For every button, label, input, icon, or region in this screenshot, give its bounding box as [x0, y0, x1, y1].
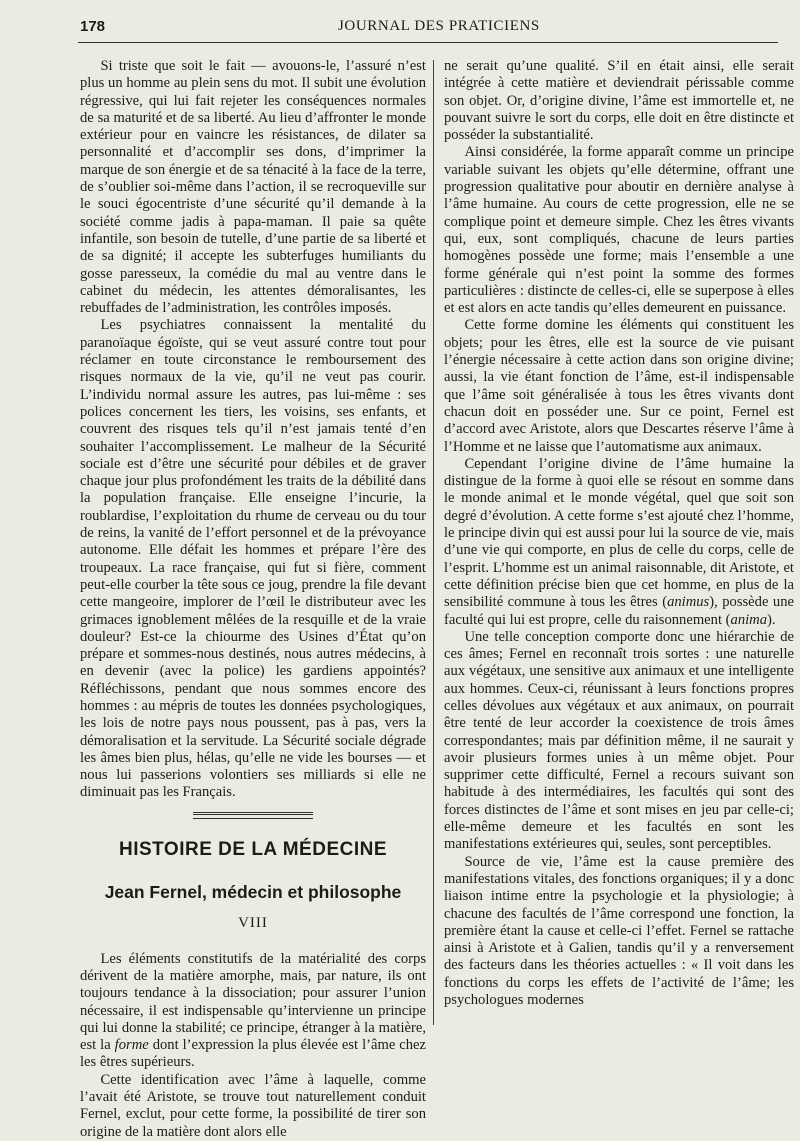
journal-title: JOURNAL DES PRATICIENS: [338, 18, 540, 34]
paragraph: ne serait qu’une qualité. S’il en était ainsi, elle serait intégrée à cette matière et deviendrait périssable comme son objet. Or, d’origine divine, l’âme est immortelle et, ne pouvant suivre le sort du corps, elle doit en être distincte et posséder la substantialité.: [444, 58, 794, 144]
article-number: VIII: [238, 915, 268, 932]
section-separator: [193, 812, 313, 819]
section-title: HISTOIRE DE LA MÉDECINE: [118, 838, 388, 860]
page-header: [80, 12, 780, 42]
left-column: [80, 58, 426, 1141]
paragraph: Une telle conception comporte donc une hiérarchie de ces âmes; Fernel en reconnaît trois sortes : une naturelle aux végétaux, une sensitive aux animaux et une intelligente aux hommes. Ceux-ci, réunissant à leurs fonctions propres celles dévolues aux végétaux et aux animaux, on pourrait être tenté de leur accorder la coexistence de trois âmes correspondantes; mais par définition même, il ne saurait y avoir plusieurs formes unies à un même objet. Pour supprimer cette difficulté, Fernel a recours suivant son habitude à des intermédiaires, les facultés qui sont des forces distinctes de l’âme et sont mises en jeu par celle-ci; elle-même demeure et les facultés en sont les manifestations extérieures qui, seules, sont perceptibles.: [444, 628, 794, 853]
paragraph: Cette forme domine les éléments qui constituent les objets; pour les êtres, elle est la source de vie puisant l’énergie nécessaire à cette action dans son origine divine; aussi, la vie étant fonction de l’âme, est-il indispensable que l’âme soit généralisée à tous les êtres vivants dont chacun doit en posséder une. Sur ce point, Fernel est d’accord avec Aristote, alors que Descartes réserve l’âme à l’Homme et ne laisse que l’automatisme aux animaux.: [444, 317, 794, 455]
paragraph: Source de vie, l’âme est la cause première des manifestations vitales, des fonctions organiques; il y a donc liaison intime entre la psychologie et la physiologie; à chacune des facultés de l’âme correspond une fonction, la première étant la cause et celle-ci l’effet. Fernel se rattache ainsi à Aristote et à Galien, tandis qu’il y a renversement des facteurs dans les théories actuelles : « Il voit dans les fonctions du corps les effets de l’activité de l’âme; les psychologues modernes: [444, 853, 794, 1009]
paragraph: Si triste que soit le fait — avouons-le, l’assuré n’est plus un homme au plein sens du mot. Il subit une évolution régressive, qui lui fait rejeter les conséquences normales de sa maturité et de sa liberté. Au lieu d’affronter le monde extérieur pour en vaincre les résistances, de dilater sa personnalité et d’accomplir ses dons, d’imprimer la marque de son énergie et de sa ténacité à la face de la terre, de s’oublier soi-même dans l’action, il se recroqueville sur le souci égocentriste d’une sécurité qu’il demande à la société comme jadis à papa-maman. Il paie sa quête infantile, son besoin de tutelle, d’une partie de sa liberté et de sa dignité; il accepte les subterfuges humiliants du gosse paresseux, la comédie du mal au ventre dans le cabinet du médecin, les attentes démoralisantes, les rebuffades de l’administration, les contrôles imposés.: [80, 58, 426, 317]
right-column: [444, 58, 794, 1009]
paragraph: Les psychiatres connaissent la mentalité du paranoïaque égoïste, qui se veut assuré contre tout pour réclamer en toute circonstance le remboursement des risques normaux de la vie, qu’il ne veut pas courir. L’individu normal assure les autres, pas lui-même : ses polices concernent les tiers, les voisins, ses enfants, et couvrent des risques tels qu’il n’est jamais tenté d’en souhaiter l’accomplissement. Le malheur de la Sécurité sociale est d’être une sécurité pour débiles et de graver chaque jour plus profondément les traits de la débilité dans la population française. Elle enseigne l’incurie, la roublardise, l’exploitation du rhume de cerveau ou du tour de reins, la vanité de l’effort personnel et de la prévoyance autonome. Elle défait les hommes et prépare l’ère des troupeaux. La race française, qui fut si fière, comment peut-elle courber la tête sous ce joug, prendre la file devant cette mangeoire, implorer de l’œil le distributeur avec les grimaces ignoblement mêlées de la resquille et de la vraie douleur? Est-ce la chiourme des Usines d’État qu’on prépare et sommes-nous destinés, nous autres médecins, à en devenir (avec la police) les gardiens appointés? Réfléchissons, pendant que nous sommes encore des hommes : au mépris de toutes les données psychologiques, les lois de notre pays nous poussent, pas à pas, vers la démoralisation et la servitude. La Sécurité sociale dégrade les âmes bien plus, hélas, qu’elle ne vide les bourses — et nous lui passerions volontiers ses milliards si elle ne diminuait pas les Français.: [80, 317, 426, 801]
paragraph: Cette identification avec l’âme à laquelle, comme l’avait été Aristote, se trouve tout naturellement conduit Fernel, exclut, pour cette forme, la possibilité de tirer son origine de la matière dont alors elle: [80, 1071, 426, 1140]
paragraph: Les éléments constitutifs de la matérialité des corps dérivent de la matière amorphe, mais, par nature, ils ont toujours tendance à la dissociation; pour assurer l’union nécessaire, il est indispensable qu’intervienne un principe qui lui donne la stabilité; ce principe, étranger à la matière, est la forme dont l’expression la plus élevée est l’âme chez les êtres supérieurs.: [80, 950, 426, 1071]
page-number: 178: [80, 18, 106, 35]
header-rule: [78, 42, 778, 43]
paragraph: Ainsi considérée, la forme apparaît comme un principe variable suivant les objets qu’elle détermine, offrant une progression qualitative pour aboutir en dernière analyse à l’âme humaine. Au cours de cette progression, elle ne se complique point et demeure simple. Chez les êtres vivants qui, eux, sont compliqués, chacune de leurs parties homogènes possède une forme; mais l’ensemble a une forme générale qui n’est point la somme des formes particulières : distincte de celles-ci, elle se superpose à elles et est alors en acte tandis qu’elles demeurent en puissance.: [444, 144, 794, 317]
paragraph: Cependant l’origine divine de l’âme humaine la distingue de la forme à quoi elle se résout en somme dans le monde animal et le monde végétal, quel que soit son degré d’évolution. A cette forme s’est ajouté chez l’homme, le principe divin qui est aussi pour lui la source de vie, mais d’une vie qui comporte, en plus de celle du corps, celle de l’esprit. L’homme est un animal raisonnable, dit Aristote, et cette définition précise bien que cet homme, en plus de la sensibilité commune à tous les êtres (animus), possède une faculté qui lui est propre, celle du raisonnement (anima).: [444, 455, 794, 628]
article-title: Jean Fernel, médecin et philosophe: [104, 882, 402, 903]
column-rule: [433, 60, 434, 1025]
